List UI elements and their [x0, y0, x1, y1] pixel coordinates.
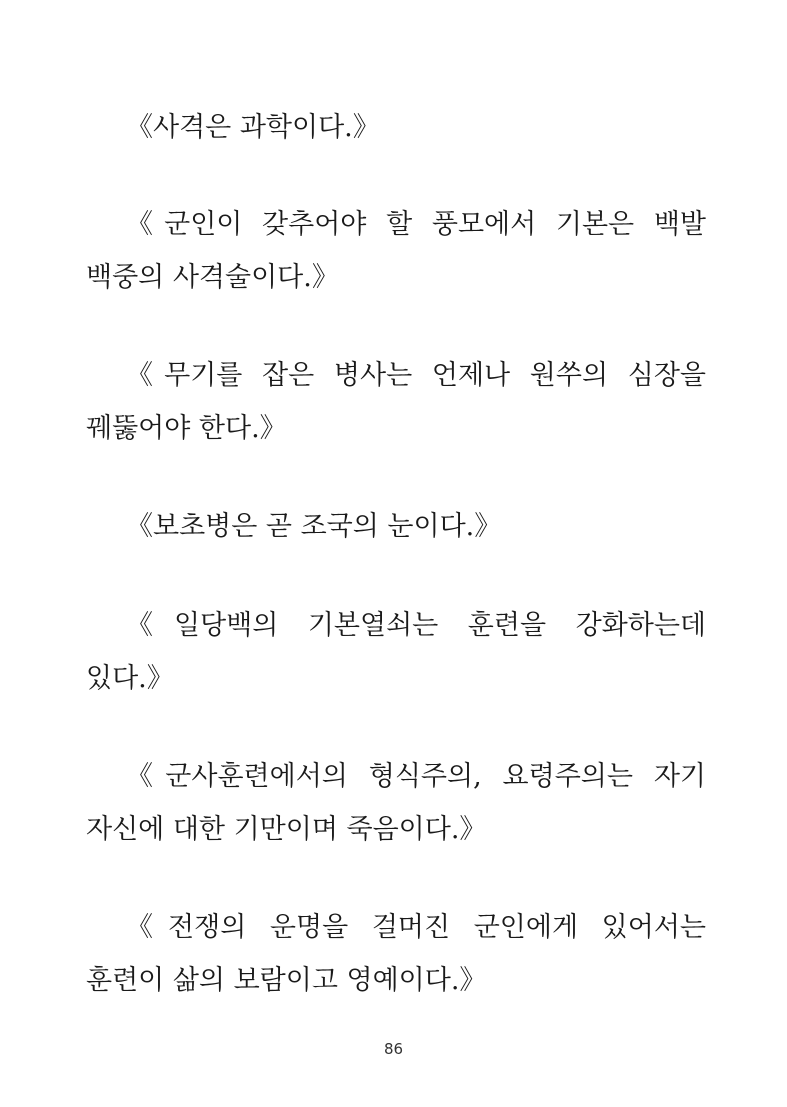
quote-6 [86, 750, 706, 856]
quote-5 [86, 599, 706, 705]
quote-2-line-1: 《군인이 갖추어야 할 풍모에서 기본은 백발 [126, 209, 706, 240]
quote-3-line-1: 《무기를 잡은 병사는 언제나 원쑤의 심장을 [126, 360, 706, 391]
quote-4 [86, 500, 706, 553]
quote-1-line-1: 《사격은 과학이다.》 [126, 112, 380, 143]
quote-5-line-1: 《일당백의 기본열쇠는 훈련을 강화하는데 [126, 610, 706, 641]
quote-3-line-2: 꿰뚫어야 한다.》 [86, 413, 287, 444]
quote-7 [86, 901, 706, 1007]
quote-1 [86, 101, 706, 154]
page-number: 86 [383, 1040, 404, 1058]
quote-6-line-1: 《군사훈련에서의 형식주의, 요령주의는 자기 [126, 761, 706, 792]
quote-6-line-2: 자신에 대한 기만이며 죽음이다.》 [86, 814, 487, 845]
quote-4-line-1: 《보초병은 곧 조국의 눈이다.》 [126, 511, 502, 542]
quote-5-line-2: 있다.》 [86, 663, 174, 694]
quote-2 [86, 198, 706, 304]
quote-7-line-2: 훈련이 삶의 보람이고 영예이다.》 [86, 965, 487, 996]
quote-3 [86, 349, 706, 455]
quote-7-line-1: 《전쟁의 운명을 걸머진 군인에게 있어서는 [126, 912, 706, 943]
quote-2-line-2: 백중의 사격술이다.》 [86, 262, 339, 293]
